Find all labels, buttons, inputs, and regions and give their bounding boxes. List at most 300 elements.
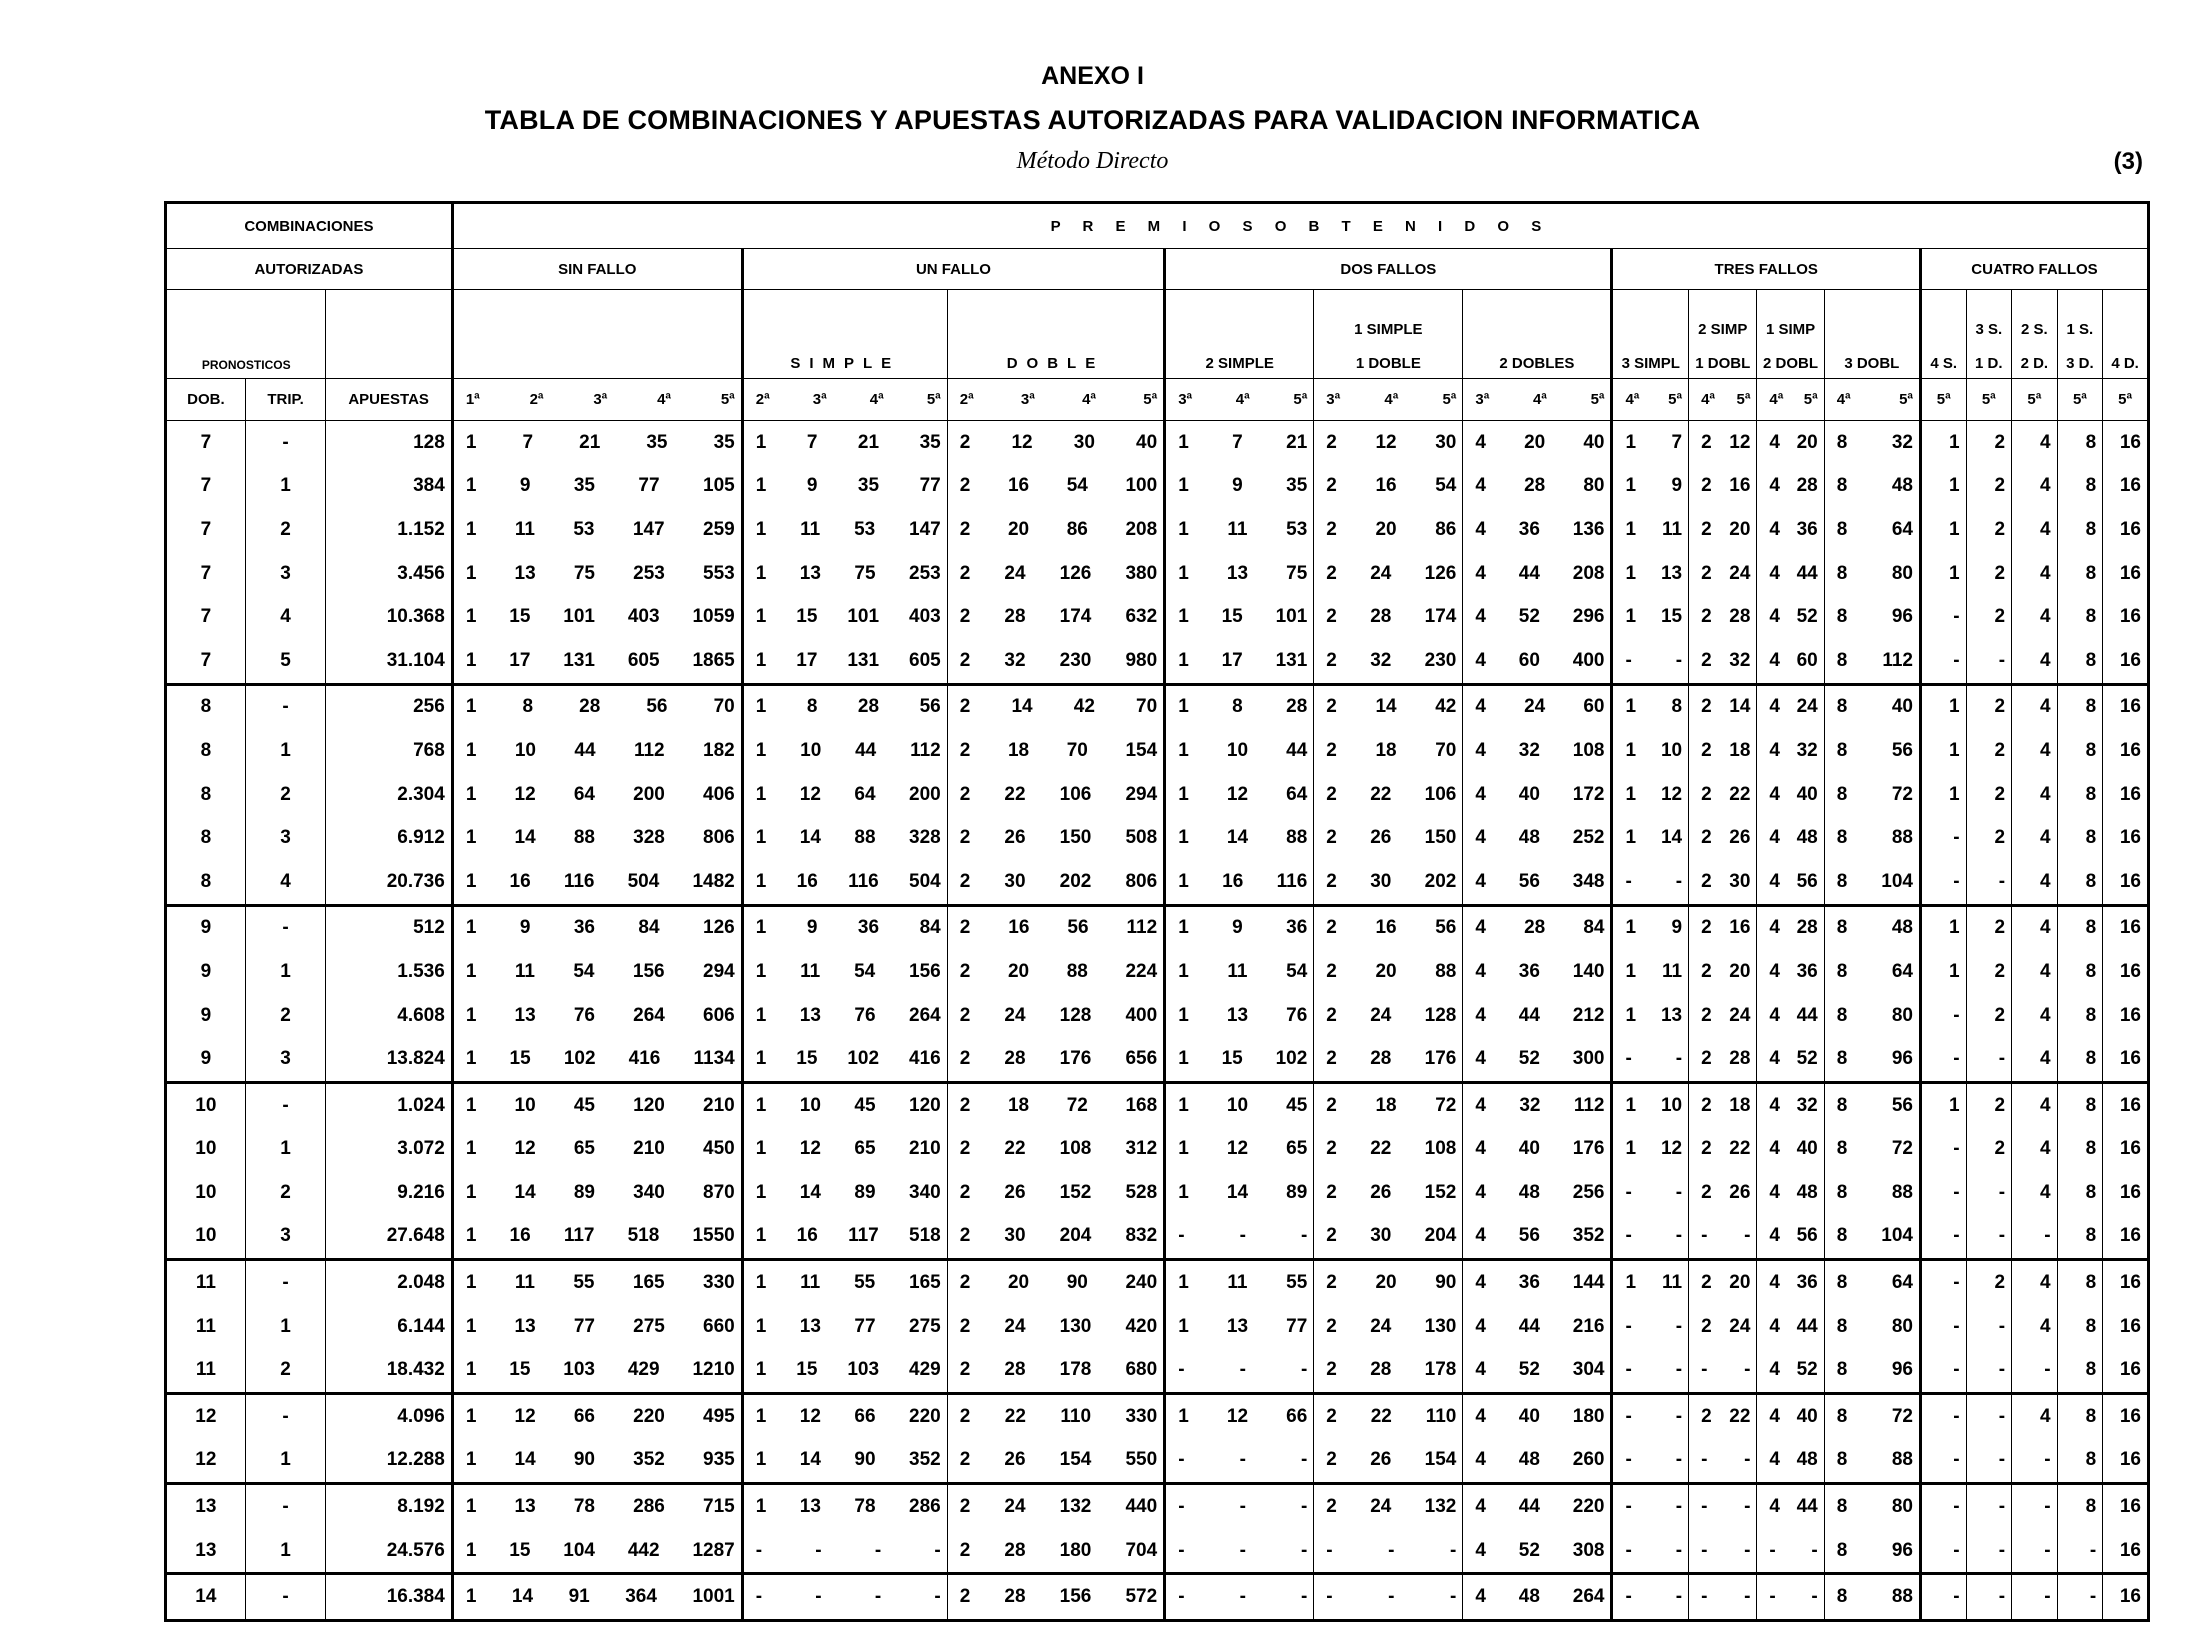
cell-value: 4 (1475, 1181, 1486, 1203)
cell-d3 (1824, 684, 1920, 729)
cell-triples: 3 (245, 1037, 326, 1082)
cell-value: 4 (1475, 696, 1486, 718)
cell-value: 44 (1796, 562, 1818, 584)
cell-value: 8 (1836, 783, 1848, 805)
category-label: 4ª (1235, 391, 1250, 408)
cell-value: 60 (1518, 649, 1540, 671)
cell-value: - (1239, 1496, 1246, 1518)
cell-value: 1 (1178, 1405, 1189, 1427)
cell-value: 8 (1836, 1315, 1848, 1337)
table-row (166, 1082, 2149, 1127)
category-label: 5ª (926, 391, 941, 408)
cell-value: 80 (1583, 475, 1605, 497)
cell-value: 132 (1059, 1496, 1092, 1518)
cell-value: 1 (465, 917, 477, 939)
cell-value: 204 (1059, 1225, 1092, 1247)
cell-d2 (1463, 860, 1612, 905)
cell-s2d1 (1689, 684, 1757, 729)
cell-value: 308 (1572, 1539, 1605, 1561)
cell-value: 4 (1475, 431, 1486, 453)
cell-s1d2 (1757, 994, 1824, 1038)
cell-c2s2d: - (2012, 1215, 2058, 1260)
cell-value: 275 (909, 1315, 941, 1337)
table-row (166, 950, 2149, 994)
cell-value: 264 (633, 1004, 665, 1026)
cell-value: 147 (909, 518, 941, 540)
cell-simple (742, 465, 947, 509)
cell-doble (947, 1574, 1164, 1621)
cell-c4d: 16 (2103, 773, 2149, 817)
cell-value: 1 (1625, 562, 1637, 584)
cell-value: 64 (1891, 1272, 1913, 1294)
cell-value: 1 (1625, 960, 1637, 982)
cell-s1d2 (1757, 773, 1824, 817)
cell-c4s: 1 (1920, 508, 1966, 552)
cell-value: 1550 (692, 1225, 735, 1247)
cell-c1s3d: 8 (2057, 1394, 2103, 1439)
cell-value: 935 (703, 1449, 735, 1471)
cell-value: 11 (1227, 518, 1248, 540)
cell-d2 (1463, 421, 1612, 465)
cell-value: 286 (909, 1496, 941, 1518)
cell-c4s: - (1920, 1128, 1966, 1172)
cell-d3 (1824, 994, 1920, 1038)
cell-s2 (1165, 465, 1314, 509)
cell-value: 103 (563, 1359, 595, 1381)
cell-s2 (1165, 421, 1314, 465)
cell-value: 154 (1125, 739, 1158, 761)
cell-dobles: 14 (166, 1574, 246, 1621)
cell-value: - (1701, 1449, 1708, 1471)
cell-value: 112 (910, 739, 941, 761)
cell-value: 1 (755, 739, 767, 761)
cell-dobles: 8 (166, 816, 246, 860)
cell-simple (742, 508, 947, 552)
cell-value: 110 (1060, 1405, 1092, 1427)
cell-value: 90 (1435, 1272, 1457, 1294)
cell-s3 (1612, 860, 1689, 905)
cell-s3 (1612, 1128, 1689, 1172)
cell-value: 75 (573, 562, 595, 584)
cell-value: 136 (1572, 518, 1605, 540)
cell-value: 65 (573, 1138, 595, 1160)
cell-value: 15 (509, 1359, 531, 1381)
category-4s: 5ª (1920, 379, 1966, 421)
table-row (166, 552, 2149, 596)
cell-d3 (1824, 1082, 1920, 1127)
cell-sin (452, 508, 742, 552)
category-label: 2ª (529, 391, 544, 408)
cell-value: 1 (755, 1496, 767, 1518)
cell-doble (947, 994, 1164, 1038)
cell-simple (742, 1171, 947, 1215)
cell-value: - (1769, 1586, 1776, 1608)
cell-c2s2d: 4 (2012, 860, 2058, 905)
table-row (166, 465, 2149, 509)
cell-value: 48 (1796, 1181, 1818, 1203)
cell-simple (742, 639, 947, 684)
cell-value: 24 (1370, 1496, 1392, 1518)
cell-value: 70 (1136, 696, 1158, 718)
cell-d3 (1824, 1529, 1920, 1574)
cell-value: - (1300, 1359, 1308, 1381)
cell-s2 (1165, 1484, 1314, 1529)
cell-s2 (1165, 1171, 1314, 1215)
cell-value: 10 (1226, 739, 1249, 761)
cell-c2s2d: 4 (2012, 552, 2058, 596)
cell-value: 1 (755, 783, 767, 805)
cell-value: 132 (1424, 1496, 1457, 1518)
cell-triples: 1 (245, 1128, 326, 1172)
cell-value: 553 (703, 562, 735, 584)
category-label: 5ª (1668, 391, 1683, 408)
cell-sin (452, 1348, 742, 1393)
cell-value: 1 (1178, 431, 1189, 453)
cell-value: 24 (1729, 562, 1751, 584)
cell-value: 22 (1370, 1138, 1392, 1160)
cell-value: 13 (1226, 1004, 1249, 1026)
cell-triples: 3 (245, 816, 326, 860)
cell-d3 (1824, 816, 1920, 860)
cell-c4d: 16 (2103, 950, 2149, 994)
cell-triples: 3 (245, 1215, 326, 1260)
cell-value: 2 (959, 475, 971, 497)
cell-value: 980 (1125, 649, 1158, 671)
cell-s1d2 (1757, 1574, 1824, 1621)
cell-value: 1 (465, 870, 477, 892)
cell-value: 1 (465, 1004, 477, 1026)
cell-c1s3d: 8 (2057, 729, 2103, 773)
cell-value: - (1326, 1586, 1333, 1608)
cell-sin (452, 595, 742, 639)
cell-value: 20 (1729, 960, 1751, 982)
cell-s1d1 (1314, 950, 1463, 994)
cell-value: 156 (632, 960, 665, 982)
cell-value: 36 (1796, 960, 1818, 982)
cell-value: 22 (1004, 1138, 1026, 1160)
cell-value: 14 (1729, 696, 1751, 718)
cell-value: 4 (1475, 1272, 1486, 1294)
cell-value: 8 (1836, 960, 1848, 982)
cell-s1d1 (1314, 1348, 1463, 1393)
cell-c4s: 1 (1920, 773, 1966, 817)
cell-value: 130 (1424, 1315, 1457, 1337)
cell-value: 16 (1729, 475, 1751, 497)
cell-value: - (1178, 1225, 1185, 1247)
cell-value: 2 (959, 827, 971, 849)
cell-value: 89 (573, 1181, 595, 1203)
cell-value: 15 (1221, 1048, 1243, 1070)
cell-c4d: 16 (2103, 1171, 2149, 1215)
cell-triples: 4 (245, 860, 326, 905)
cell-value: 88 (1891, 1181, 1913, 1203)
cell-doble (947, 950, 1164, 994)
cell-value: 8 (1836, 649, 1848, 671)
cell-triples: 5 (245, 639, 326, 684)
cell-value: 78 (854, 1496, 876, 1518)
cell-value: - (1625, 1586, 1632, 1608)
cell-value: 128 (1059, 1004, 1092, 1026)
table-row (166, 1128, 2149, 1172)
cell-c1s3d: 8 (2057, 1305, 2103, 1349)
cell-value: 90 (1066, 1272, 1088, 1294)
cell-value: 1865 (692, 649, 735, 671)
cell-value: 102 (847, 1048, 880, 1070)
category-3simpl (1612, 379, 1689, 421)
cell-value: 1 (755, 518, 767, 540)
cell-value: 75 (1286, 562, 1308, 584)
cell-s2 (1165, 1037, 1314, 1082)
cell-value: 12 (1660, 1138, 1683, 1160)
cell-value: 200 (909, 783, 941, 805)
cell-value: 4 (1769, 1094, 1780, 1116)
cell-value: 312 (1125, 1138, 1158, 1160)
cell-d2 (1463, 994, 1612, 1038)
cell-value: 9 (1671, 475, 1683, 497)
cell-c1s3d: 8 (2057, 1082, 2103, 1127)
cell-value: 28 (1524, 475, 1546, 497)
cell-s1d1 (1314, 860, 1463, 905)
cell-value: 296 (1572, 606, 1605, 628)
header-pronosticos: PRONOSTICOS (166, 290, 326, 379)
cell-value: 2 (959, 1586, 971, 1608)
cell-value: 1 (465, 783, 477, 805)
cell-value: 40 (1796, 1138, 1818, 1160)
cell-s2d1 (1689, 595, 1757, 639)
cell-value: 2 (959, 431, 971, 453)
cell-value: 14 (799, 827, 821, 849)
cell-value: 26 (1370, 827, 1392, 849)
cell-value: 20 (1375, 518, 1397, 540)
cell-value: 200 (633, 783, 665, 805)
cell-s3 (1612, 1215, 1689, 1260)
cell-d3 (1824, 1171, 1920, 1215)
cell-value: 105 (703, 475, 735, 497)
cell-value: 78 (573, 1496, 595, 1518)
cell-d2 (1463, 465, 1612, 509)
cell-value: 294 (703, 960, 735, 982)
cell-c3s1d: - (1966, 1348, 2012, 1393)
cell-value: 14 (514, 1449, 536, 1471)
cell-value: 1 (755, 1004, 767, 1026)
cell-value: 10 (799, 1094, 821, 1116)
cell-value: 252 (1572, 827, 1605, 849)
cell-value: - (1701, 1496, 1708, 1518)
cell-value: - (874, 1586, 882, 1608)
cell-sin (452, 421, 742, 465)
cell-c3s1d: 2 (1966, 1260, 2012, 1305)
category-2dobles (1463, 379, 1612, 421)
cell-value: 10 (514, 739, 536, 761)
cell-value: 12 (1660, 783, 1683, 805)
cell-value: 96 (1891, 1359, 1913, 1381)
cell-value: 11 (514, 960, 535, 982)
cell-value: 88 (1891, 1449, 1913, 1471)
cell-value: - (1625, 1181, 1632, 1203)
cell-dobles: 7 (166, 552, 246, 596)
cell-value: 32 (1796, 739, 1818, 761)
cell-value: 66 (854, 1405, 876, 1427)
cell-value: 220 (909, 1405, 941, 1427)
cell-s1d2 (1757, 1037, 1824, 1082)
cell-s2 (1165, 729, 1314, 773)
cell-value: 70 (713, 696, 735, 718)
cell-s2 (1165, 816, 1314, 860)
cell-apuestas: 9.216 (326, 1171, 452, 1215)
cell-value: 8 (1836, 1138, 1848, 1160)
cell-value: 10 (514, 1094, 536, 1116)
cell-value: 36 (1796, 518, 1818, 540)
cell-value: 1 (465, 1496, 477, 1518)
cell-c4d: 16 (2103, 1037, 2149, 1082)
cell-value: 1059 (692, 606, 735, 628)
cell-value: 656 (1125, 1048, 1158, 1070)
category-label: 1ª (465, 391, 480, 408)
cell-d2 (1463, 1082, 1612, 1127)
cell-triples: 2 (245, 1171, 326, 1215)
cell-value: 1 (1178, 606, 1189, 628)
cell-value: 86 (1066, 518, 1088, 540)
cell-value: 15 (509, 606, 531, 628)
cell-value: 2 (1326, 1138, 1337, 1160)
cell-value: - (1239, 1225, 1246, 1247)
cell-value: 48 (1796, 1449, 1818, 1471)
cell-value: 156 (1059, 1586, 1092, 1608)
cell-value: 56 (1796, 1225, 1818, 1247)
cell-value: 77 (638, 475, 660, 497)
cell-value: - (1701, 1359, 1708, 1381)
cell-value: 16 (1375, 917, 1397, 939)
cell-s2d1 (1689, 1128, 1757, 1172)
cell-value: 1 (465, 1048, 477, 1070)
cell-sin (452, 1394, 742, 1439)
cell-value: 253 (909, 562, 941, 584)
category-simple (742, 379, 947, 421)
cell-value: 2 (959, 1539, 971, 1561)
cell-value: 56 (1891, 739, 1913, 761)
cell-value: 44 (1518, 1496, 1540, 1518)
cell-value: 89 (854, 1181, 876, 1203)
cell-value: - (1388, 1539, 1395, 1561)
cell-value: 1 (1178, 960, 1189, 982)
table-row (166, 729, 2149, 773)
cell-value: - (934, 1539, 941, 1561)
cell-value: 44 (855, 739, 877, 761)
cell-value: 12 (514, 1138, 536, 1160)
cell-simple (742, 816, 947, 860)
cell-s1d2 (1757, 1394, 1824, 1439)
cell-value: 2 (959, 1094, 971, 1116)
cell-value: 1 (755, 1225, 767, 1247)
cell-s2 (1165, 1574, 1314, 1621)
cell-value: 88 (1891, 827, 1913, 849)
cell-value: 108 (1572, 739, 1605, 761)
cell-value: 9 (806, 917, 818, 939)
cell-s3 (1612, 639, 1689, 684)
cell-s2 (1165, 1529, 1314, 1574)
cell-value: 1 (1625, 1272, 1637, 1294)
cell-value: 212 (1572, 1004, 1605, 1026)
cell-value: 66 (573, 1405, 595, 1427)
cell-dobles: 7 (166, 421, 246, 465)
cell-value: 2 (959, 518, 971, 540)
cell-value: 10 (1660, 739, 1683, 761)
cell-c1s3d: 8 (2057, 905, 2103, 950)
cell-c2s2d: - (2012, 1484, 2058, 1529)
cell-value: 48 (1518, 1449, 1540, 1471)
cell-value: 4 (1475, 518, 1486, 540)
cell-c2s2d: 4 (2012, 1128, 2058, 1172)
category-label: 5ª (1736, 391, 1751, 408)
category-label: 3ª (812, 391, 827, 408)
cell-value: - (1675, 649, 1683, 671)
cell-apuestas: 3.456 (326, 552, 452, 596)
cell-value: 1001 (692, 1586, 735, 1608)
cell-c3s1d: - (1966, 639, 2012, 684)
cell-value: 2 (1326, 917, 1337, 939)
cell-simple (742, 1574, 947, 1621)
cell-value: 4 (1769, 1181, 1780, 1203)
cell-s3 (1612, 1574, 1689, 1621)
cell-value: 2 (1326, 518, 1337, 540)
cell-value: 116 (563, 870, 595, 892)
cell-value: 4 (1769, 960, 1780, 982)
cell-value: 1 (465, 649, 477, 671)
cell-value: 20 (1796, 431, 1818, 453)
cell-value: 275 (633, 1315, 665, 1337)
category-label: 3ª (1326, 391, 1341, 408)
cell-value: 4 (1475, 783, 1486, 805)
cell-value: 96 (1891, 1048, 1913, 1070)
cell-c4s: - (1920, 994, 1966, 1038)
cell-value: 54 (1435, 475, 1457, 497)
header-autorizadas: AUTORIZADAS (166, 249, 453, 290)
cell-value: 1 (1625, 431, 1637, 453)
cell-c3s1d: - (1966, 1215, 2012, 1260)
cell-c4s: 1 (1920, 552, 1966, 596)
cell-value: 56 (1891, 1094, 1913, 1116)
cell-value: 150 (1424, 827, 1457, 849)
cell-d2 (1463, 1037, 1612, 1082)
cell-c1s3d: 8 (2057, 1128, 2103, 1172)
cell-value: 8 (806, 696, 818, 718)
cell-value: 2 (1701, 1138, 1712, 1160)
cell-apuestas: 24.576 (326, 1529, 452, 1574)
cell-s3 (1612, 950, 1689, 994)
cell-value: 1 (1178, 739, 1189, 761)
cell-value: 2 (959, 1048, 971, 1070)
cell-value: 4 (1475, 649, 1486, 671)
cell-c2s2d: 4 (2012, 773, 2058, 817)
cell-s2d1 (1689, 465, 1757, 509)
cell-s1d1 (1314, 1439, 1463, 1484)
cell-value: 13 (1660, 1004, 1683, 1026)
cell-value: 131 (1275, 649, 1308, 671)
cell-value: 8 (1836, 1225, 1848, 1247)
cell-value: 130 (1059, 1315, 1092, 1337)
cell-s2d1 (1689, 552, 1757, 596)
cell-value: 504 (627, 870, 660, 892)
cell-value: 330 (703, 1272, 735, 1294)
cell-c4d: 16 (2103, 860, 2149, 905)
table-row (166, 994, 2149, 1038)
cell-value: - (1300, 1539, 1308, 1561)
cell-c3s1d: - (1966, 860, 2012, 905)
cell-value: 8 (1836, 917, 1848, 939)
cell-c3s1d: 2 (1966, 1082, 2012, 1127)
cell-s1d2 (1757, 1082, 1824, 1127)
cell-simple (742, 1348, 947, 1393)
